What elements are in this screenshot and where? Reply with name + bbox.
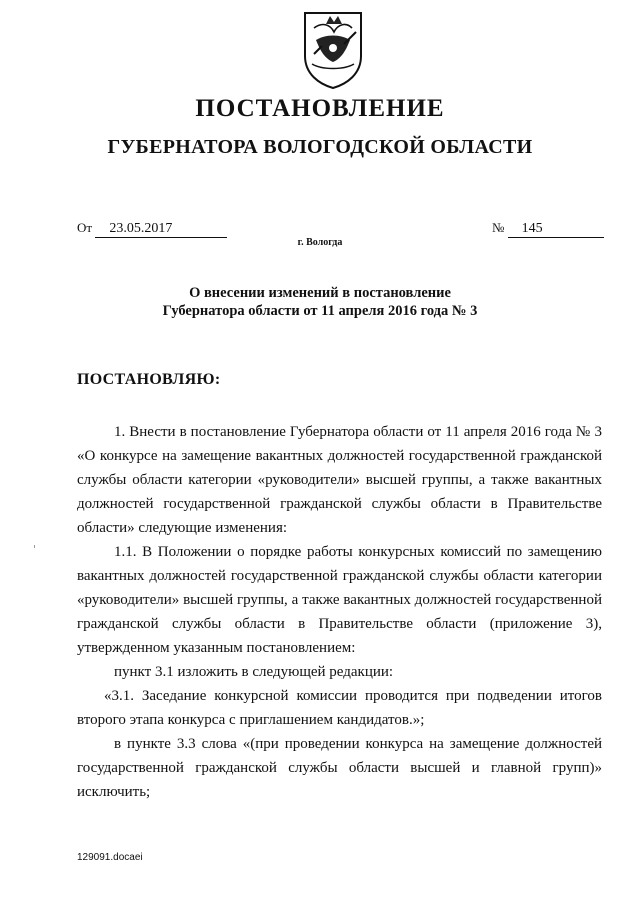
- paragraph-instruction: пункт 3.1 изложить в следующей редакции:: [114, 664, 394, 680]
- paragraph-1: 1. Внести в постановление Губернатора области от 11 апреля 2016 года № 3 «О конкурсе на замещение вакантных должностей государственной гражданской службы области категории «руководители» высшей группы, а также вакантных должностей государственной гражданской службы области в Правительстве области» следующие изменения:: [77, 424, 602, 536]
- paragraph-1-1: 1.1. В Положении о порядке работы конкурсных комиссий по замещению вакантных должностей государственной гражданской службы области категории «руководители» высшей группы, а также вакантных должностей государственной гражданской службы области в Правительстве области (приложение 3), утвержденном указанным постановлением:: [77, 544, 602, 656]
- subject-line-1: О внесении изменений в постановление: [189, 285, 451, 301]
- date-value: 23.05.2017: [95, 221, 227, 238]
- coat-of-arms-emblem: [302, 10, 364, 90]
- subject-heading: [0, 284, 640, 320]
- date-field: [77, 220, 227, 238]
- paragraph-quote: «3.1. Заседание конкурсной комиссии проводится при подведении итогов второго этапа конкурса с приглашением кандидатов.»;: [77, 688, 602, 728]
- decree-word: ПОСТАНОВЛЯЮ:: [77, 371, 221, 388]
- document-subtitle: ГУБЕРНАТОРА ВОЛОГОДСКОЙ ОБЛАСТИ: [107, 136, 533, 158]
- number-value: 145: [508, 221, 604, 238]
- document-title: ПОСТАНОВЛЕНИЕ: [195, 95, 445, 122]
- file-name-footer: 129091.docaei: [77, 852, 143, 863]
- paragraph-exclusion: в пункте 3.3 слова «(при проведении конкурса на замещение должностей государственной гражданской службы области высшей и главной групп)» исключить;: [77, 736, 602, 800]
- subject-line-2: Губернатора области от 11 апреля 2016 года № 3: [162, 303, 478, 319]
- number-prefix: №: [492, 220, 505, 235]
- document-body: [77, 420, 602, 804]
- city-label: г. Вологда: [297, 237, 343, 248]
- date-prefix: От: [77, 220, 93, 235]
- margin-mark: [34, 545, 35, 548]
- number-field: [492, 220, 604, 238]
